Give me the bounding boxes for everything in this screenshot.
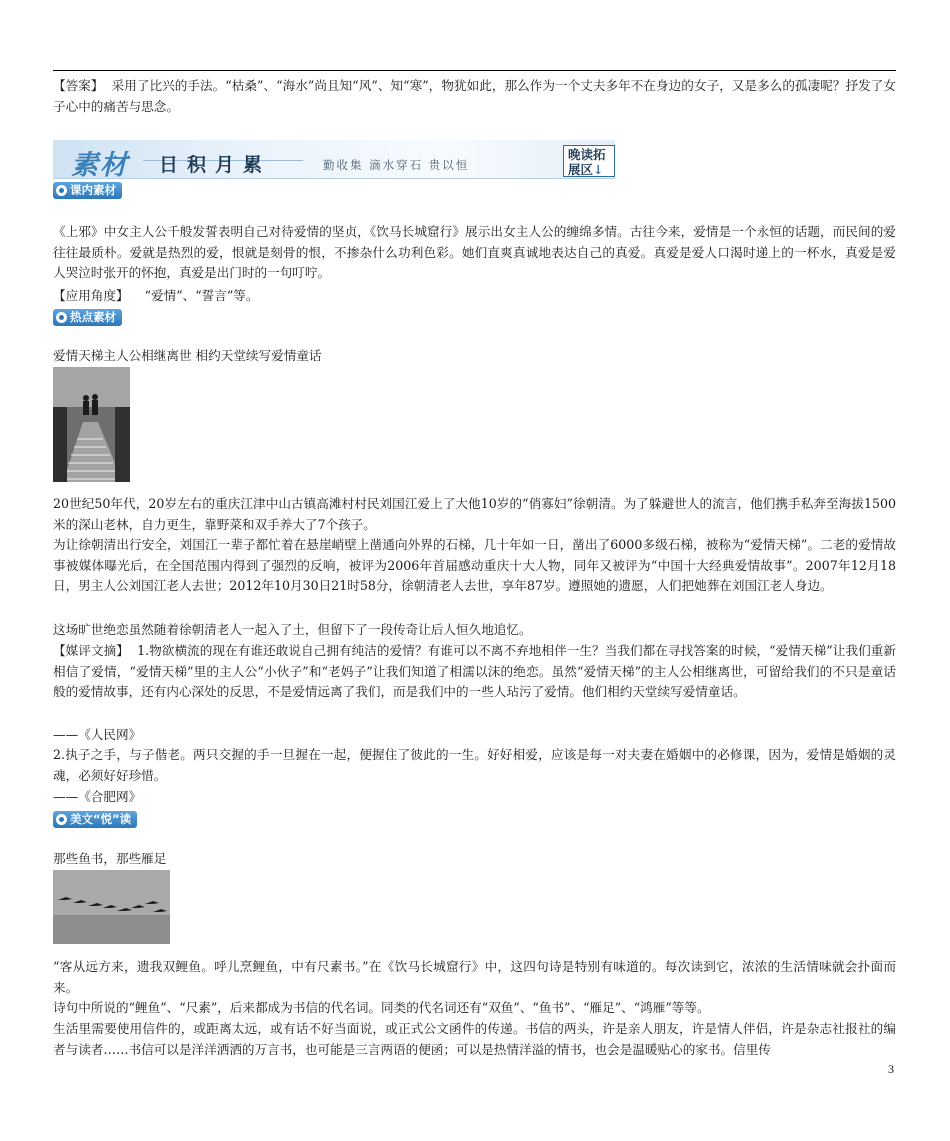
hot-paragraph-1: 20世纪50年代，20岁左右的重庆江津中山古镇高滩村村民刘国江爱上了大他10岁的“俏寡妇”徐朝清。为了躲避世人的流言，他们携手私奔至海拔1500米的深山老林，自力更生，靠野菜和双手养大了7个孩子。 [53,496,896,532]
badge-label: 美文“悦”读 [70,812,132,826]
answer-text: 采用了比兴的手法。“枯桑”、“海水”尚且知“风”、知“寒”，物犹如此，那么作为一个丈夫多年不在身边的女子，又是多么的孤凄呢？抒发了女子心中的痛苦与思念。 [53,78,897,114]
section-banner [53,140,615,179]
answer-tag: 【答案】 [53,78,104,93]
banner-extension-tag [563,145,615,177]
in-class-material-badge [53,182,122,199]
review-1-text: 1.物欲横流的现在有谁还敢说自己拥有纯洁的爱情？有谁可以不离不弃地相伴一生？当我们都在寻找答案的时候，“爱情天梯”让我们重新相信了爱情，“爱情天梯”里的主人公“小伙子”和“老妈子”让我们知道了相濡以沫的绝恋。虽然“爱情天梯”的主人公相继离世，可留给我们的不只是童话般的爱情故事，还有内心深处的反思，不是爱情远离了我们，而是我们中的一些人玷污了爱情。他们相约天堂续写爱情童话。 [53,643,897,699]
hot-paragraph-3: 这场旷世绝恋虽然随着徐朝清老人一起入了土，但留下了一段传奇让后人恒久地追忆。 [53,622,532,637]
badge-label: 课内素材 [70,183,116,197]
down-arrow-icon: ↓ [593,162,604,177]
hot-headline: 爱情天梯主人公相继离世 相约天堂续写爱情童话 [53,348,322,363]
review-tag: 【媒评文摘】 [53,643,129,658]
answer-paragraph [53,76,896,117]
review-1-source: ——《人民网》 [53,727,142,742]
badge-circle-icon [56,185,67,196]
badge-circle-icon [56,312,67,323]
review-2-source: ——《合肥网》 [53,789,142,804]
header-rule [53,70,896,71]
badge-label: 热点素材 [70,310,116,324]
in-class-paragraph: 《上邪》中女主人公千般发誓表明自己对待爱情的坚贞，《饮马长城窟行》展示出女主人公的缠绵多情。古往今来，爱情是一个永恒的话题，而民间的爱往往最质朴。爱就是热烈的爱，恨就是刻骨的恨，不掺杂什么功利色彩。她们直爽真诚地表达自己的真爱。真爱是爱人口渴时递上的一杯水，真爱是爱人哭泣时张开的怀抱，真爱是出门时的一句叮咛。 [53,224,896,280]
reading-headline: 那些鱼书，那些雁足 [53,851,167,866]
media-review-1 [53,641,896,703]
banner-title: 日积月累 [159,154,272,176]
hot-material-badge [53,309,122,326]
banner-title-script: 素材 [71,150,129,179]
badge-circle-icon [56,814,67,825]
reading-badge [53,811,137,828]
banner-tag-line1: 晚读拓 [568,147,606,162]
stone-steps-illustration [53,367,130,482]
media-review-2: 2.执子之手，与子偕老。两只交握的手一旦握在一起，便握住了彼此的一生。好好相爱，应该是每一对夫妻在婚姻中的必修课，因为，爱情是婚姻的灵魂，必须好好珍惜。 [53,747,896,783]
angle-text: “爱情”、“誓言”等。 [144,288,259,303]
banner-tag-line2: 展区 [568,162,594,177]
wild-geese-photo [53,870,170,944]
hot-paragraph-2: 为让徐朝清出行安全，刘国江一辈子都忙着在悬崖峭壁上凿通向外界的石梯，几十年如一日，凿出了6000多级石梯，被称为“爱情天梯”。二老的爱情故事被媒体曝光后，在全国范围内得到了强烈的反响，被评为2006年首届感动重庆十大人物，同年又被评为“中国十大经典爱情故事”。2007年12月18日，男主人公刘国江老人去世；2012年10月30日21时58分，徐朝清老人去世，享年87岁。遵照她的遗愿，人们把她葬在刘国江老人身边。 [53,537,896,593]
reading-paragraph-2: 诗句中所说的“鲤鱼”、“尺素”，后来都成为书信的代名词。同类的代名词还有“双鱼”、“鱼书”、“雁足”、“鸿雁”等等。 [53,1000,710,1015]
banner-motto: 勤收集 滴水穿石 贵以恒 [323,158,470,172]
flying-geese-illustration [53,870,170,944]
angle-tag: 【应用角度】 [53,288,129,303]
reading-paragraph-1: “客从远方来，遗我双鲤鱼。呼儿烹鲤鱼，中有尺素书。”在《饮马长城窟行》中，这四句诗是特别有味道的。每次读到它，浓浓的生活情味就会扑面而来。 [53,959,896,995]
page-number: 3 [888,1062,894,1076]
love-ladder-photo [53,367,130,482]
reading-paragraph-3: 生活里需要使用信件的，或距离太远，或有话不好当面说，或正式公文函件的传递。书信的两头，许是亲人朋友，许是情人伴侣，许是杂志社报社的编者与读者……书信可以是洋洋洒洒的万言书，也可能是三言两语的便函；可以是热情洋溢的情书，也会是温暖贴心的家书。信里传 [53,1021,896,1057]
application-angle [53,286,896,307]
